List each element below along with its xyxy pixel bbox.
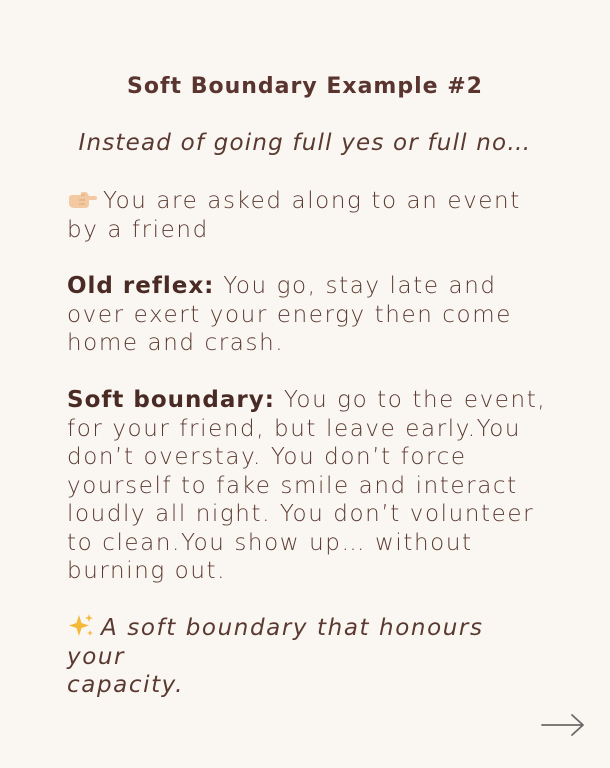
soft-boundary-line-5: loudly all night. You don’t volunteer	[67, 501, 535, 527]
soft-boundary-label: Soft boundary:	[67, 387, 275, 413]
arrow-right-icon[interactable]	[540, 712, 586, 738]
old-reflex-line-3: home and crash.	[67, 330, 285, 356]
old-reflex-line-1: You go, stay late and	[214, 273, 497, 299]
old-reflex-text	[67, 272, 547, 358]
soft-boundary-line-3: don’t overstay. You don’t force	[67, 444, 467, 470]
soft-boundary-line-7: burning out.	[67, 558, 227, 584]
soft-boundary-text	[67, 386, 547, 586]
scenario-line-2: by a friend	[67, 216, 209, 243]
closing-text	[67, 613, 547, 700]
closing-line-1: A soft boundary that honours your	[67, 615, 484, 670]
soft-boundary-line-1: You go to the event,	[274, 387, 547, 413]
old-reflex-line-2: over exert your energy then come	[67, 301, 512, 328]
slide-subtitle: Instead of going full yes or full no…	[78, 130, 532, 156]
old-reflex-label: Old reflex:	[67, 273, 215, 299]
slide-title: Soft Boundary Example #2	[127, 74, 483, 99]
soft-boundary-line-2: for your friend, but leave early.You	[67, 415, 522, 442]
pointing-hand-icon	[67, 190, 97, 210]
soft-boundary-line-6: to clean.You show up… without	[67, 529, 473, 556]
scenario-text	[67, 187, 547, 244]
closing-line-2: capacity.	[67, 672, 185, 698]
sparkles-icon	[67, 613, 95, 639]
soft-boundary-line-4: yourself to fake smile and interact	[67, 472, 518, 499]
scenario-line-1: You are asked along to an event	[103, 188, 521, 214]
